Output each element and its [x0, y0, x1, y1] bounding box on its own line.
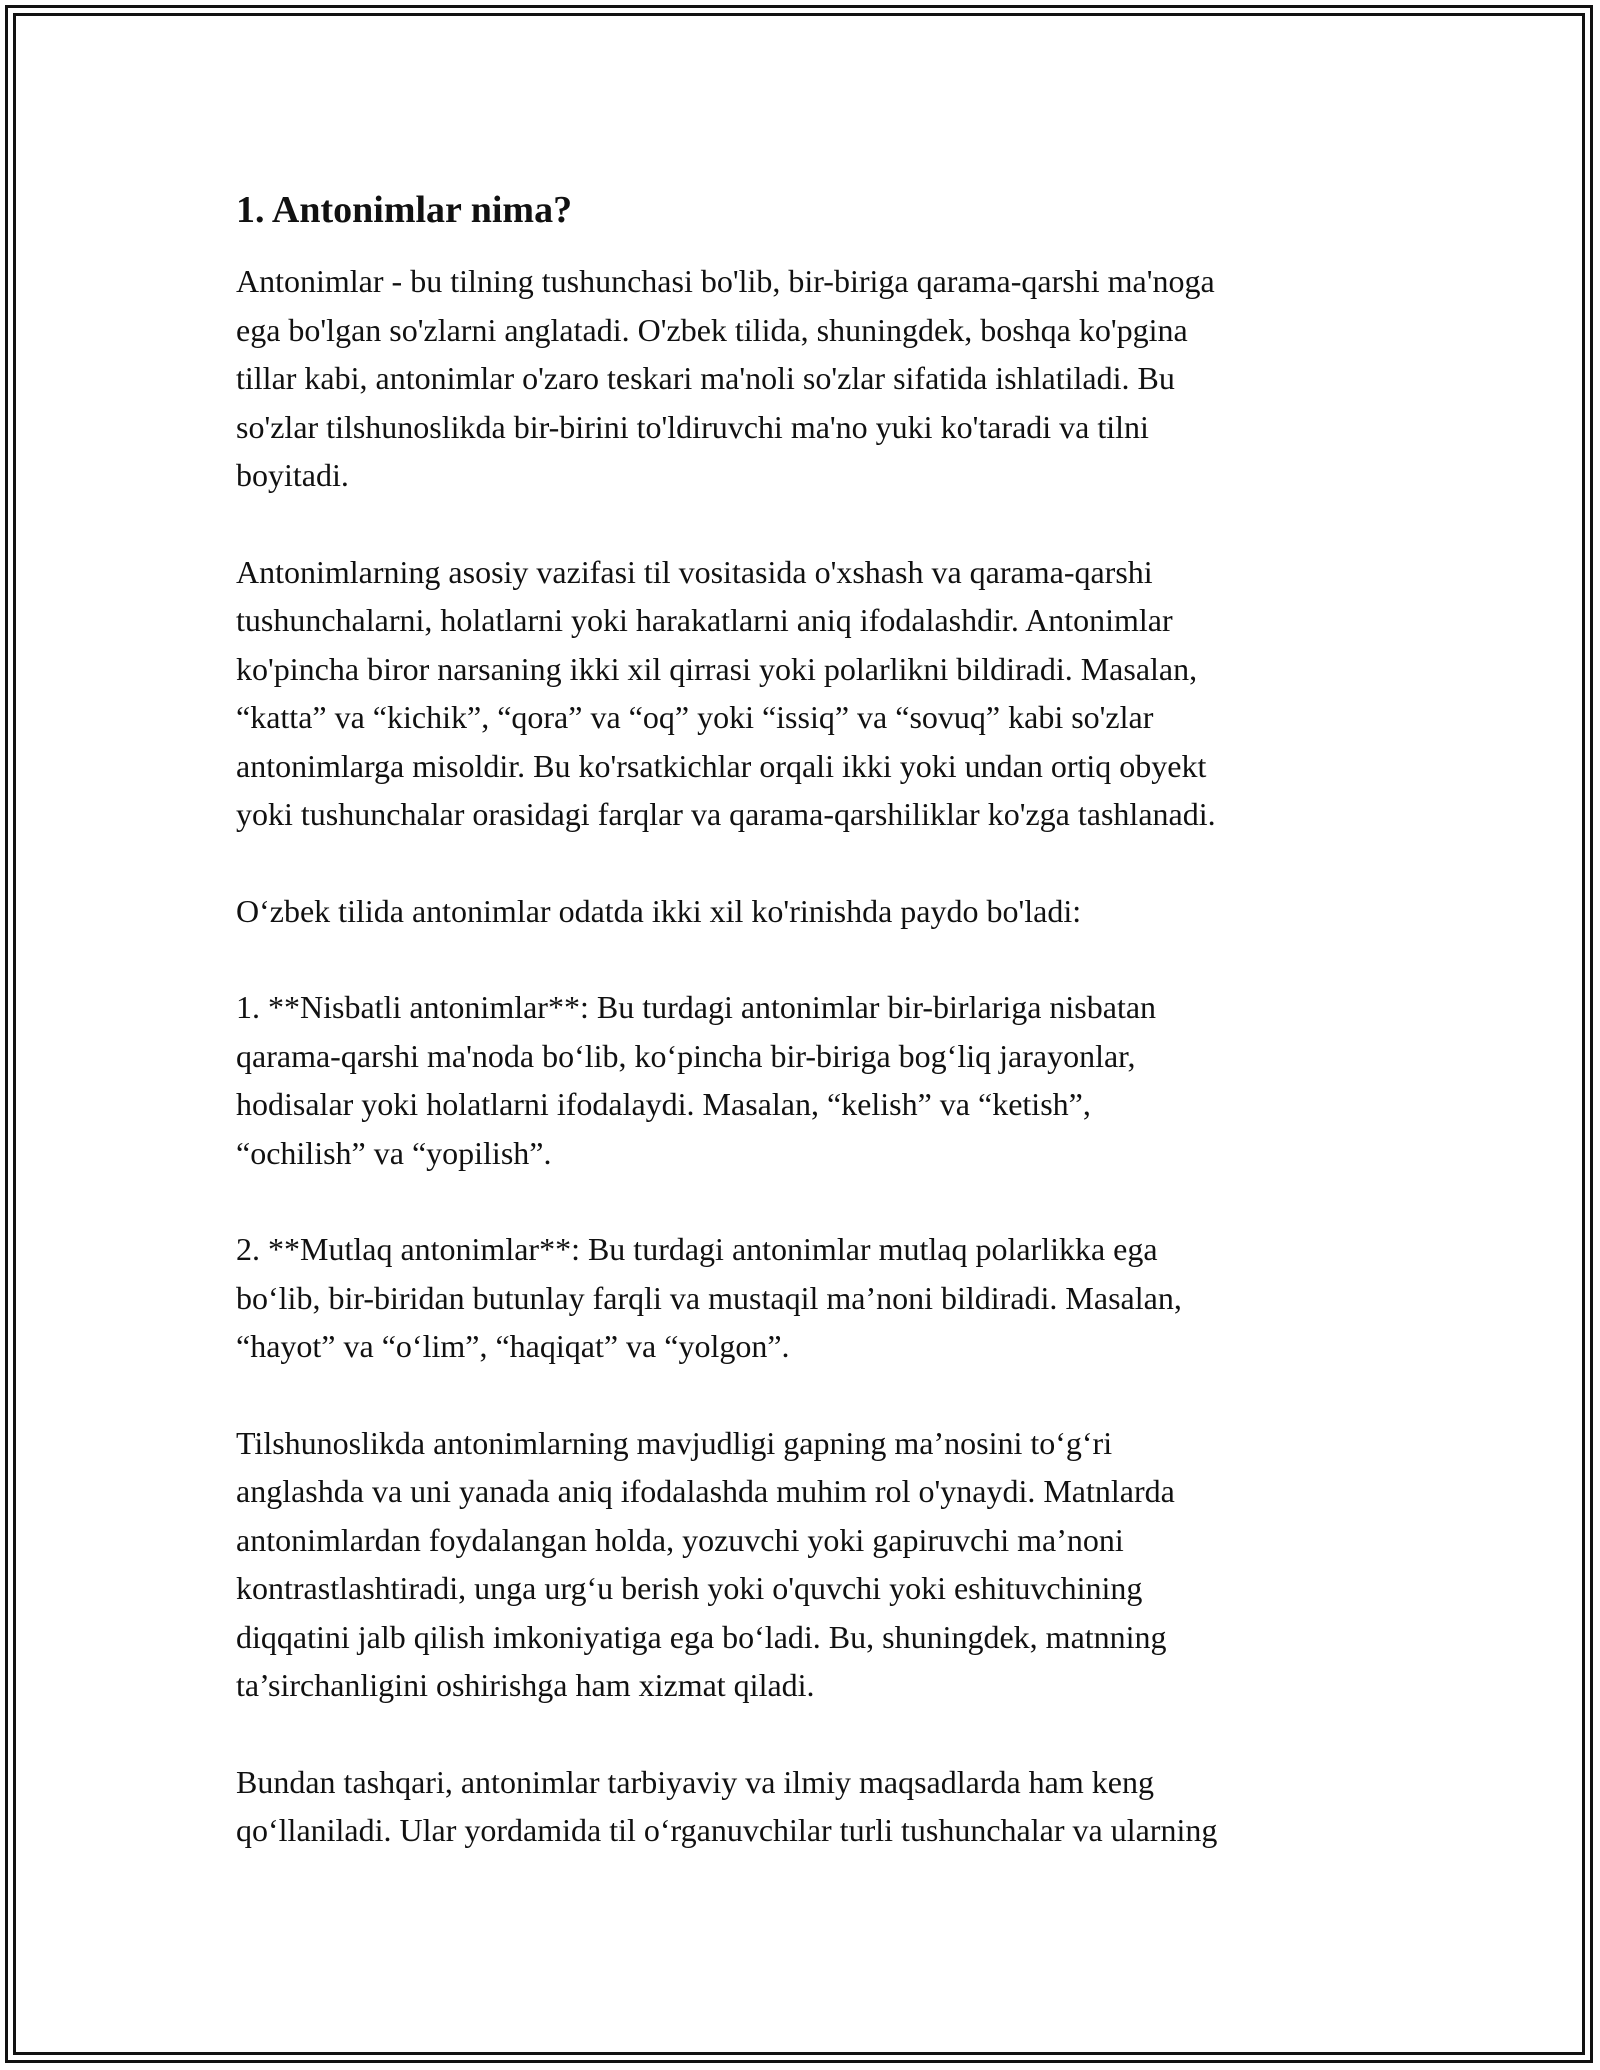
text-line: yoki tushunchalar orasidagi farqlar va qarama-qarshiliklar ko'zga tashlanadi. — [236, 796, 1216, 832]
paragraph — [236, 1758, 1376, 1855]
document-body — [236, 257, 1376, 1855]
text-line: Antonimlarning asosiy vazifasi til vositasida o'xshash va qarama-qarshi — [236, 553, 1153, 590]
text-line: Tilshunoslikda antonimlarning mavjudligi gapning ma’nosini to‘g‘ri — [236, 1424, 1113, 1461]
text-line: 1. **Nisbatli antonimlar**: Bu turdagi antonimlar bir-birlariga nisbatan — [236, 989, 1157, 1025]
text-line: ega bo'lgan so'zlarni anglatadi. O'zbek tilida, shuningdek, boshqa ko'pgina — [236, 311, 1188, 348]
paragraph — [236, 1225, 1376, 1371]
paragraph — [236, 548, 1376, 839]
text-line: antonimlardan foydalangan holda, yozuvchi yoki gapiruvchi ma’noni — [236, 1521, 1124, 1558]
text-line: Bundan tashqari, antonimlar tarbiyaviy va ilmiy maqsadlarda ham keng — [236, 1763, 1154, 1800]
paragraph — [236, 257, 1376, 500]
text-line: hodisalar yoki holatlarni ifodalaydi. Masalan, “kelish” va “ketish”, — [236, 1086, 1091, 1122]
text-line: 2. **Mutlaq antonimlar**: Bu turdagi antonimlar mutlaq polarlikka ega — [236, 1231, 1158, 1267]
text-line: boyitadi. — [236, 457, 349, 493]
paragraph — [236, 983, 1376, 1177]
text-line: “hayot” va “o‘lim”, “haqiqat” va “yolgon”. — [236, 1328, 790, 1364]
text-line: ko'pincha biror narsaning ikki xil qirrasi yoki polarlikni bildiradi. Masalan, — [236, 650, 1198, 687]
text-line: kontrastlashtiradi, unga urg‘u berish yoki o'quvchi yoki eshituvchining — [236, 1570, 1143, 1606]
paragraph — [236, 1419, 1376, 1710]
text-line: so'zlar tilshunoslikda bir-birini to'ldiruvchi ma'no yuki ko'taradi va tilni — [236, 408, 1149, 445]
section-heading: 1. Antonimlar nima? — [236, 189, 573, 231]
text-line: Antonimlar - bu tilning tushunchasi bo'lib, bir-biriga qarama-qarshi ma'noga — [236, 263, 1215, 299]
text-line: anglashda va uni yanada aniq ifodalashda muhim rol o'ynaydi. Matnlarda — [236, 1473, 1175, 1509]
text-line: qarama-qarshi ma'noda bo‘lib, ko‘pincha bir-biriga bog‘liq jarayonlar, — [236, 1037, 1136, 1074]
text-line: “ochilish” va “yopilish”. — [236, 1134, 552, 1171]
paragraph — [236, 887, 1376, 936]
text-line: “katta” va “kichik”, “qora” va “oq” yoki “issiq” va “sovuq” kabi so'zlar — [236, 699, 1154, 735]
text-line: qo‘llaniladi. Ular yordamida til o‘rganuvchilar turli tushunchalar va ularning — [236, 1812, 1218, 1848]
text-line: diqqatini jalb qilish imkoniyatiga ega bo‘ladi. Bu, shuningdek, matnning — [236, 1618, 1167, 1655]
document-page — [236, 185, 1376, 1855]
text-line: bo‘lib, bir-biridan butunlay farqli va mustaqil ma’noni bildiradi. Masalan, — [236, 1279, 1182, 1316]
text-line: ta’sirchanligini oshirishga ham xizmat qiladi. — [236, 1667, 815, 1703]
text-line: O‘zbek tilida antonimlar odatda ikki xil ko'rinishda paydo bo'ladi: — [236, 892, 1082, 929]
text-line: tushunchalarni, holatlarni yoki harakatlarni aniq ifodalashdir. Antonimlar — [236, 602, 1173, 638]
text-line: antonimlarga misoldir. Bu ko'rsatkichlar orqali ikki yoki undan ortiq obyekt — [236, 747, 1207, 784]
text-line: tillar kabi, antonimlar o'zaro teskari ma'noli so'zlar sifatida ishlatiladi. Bu — [236, 360, 1175, 396]
